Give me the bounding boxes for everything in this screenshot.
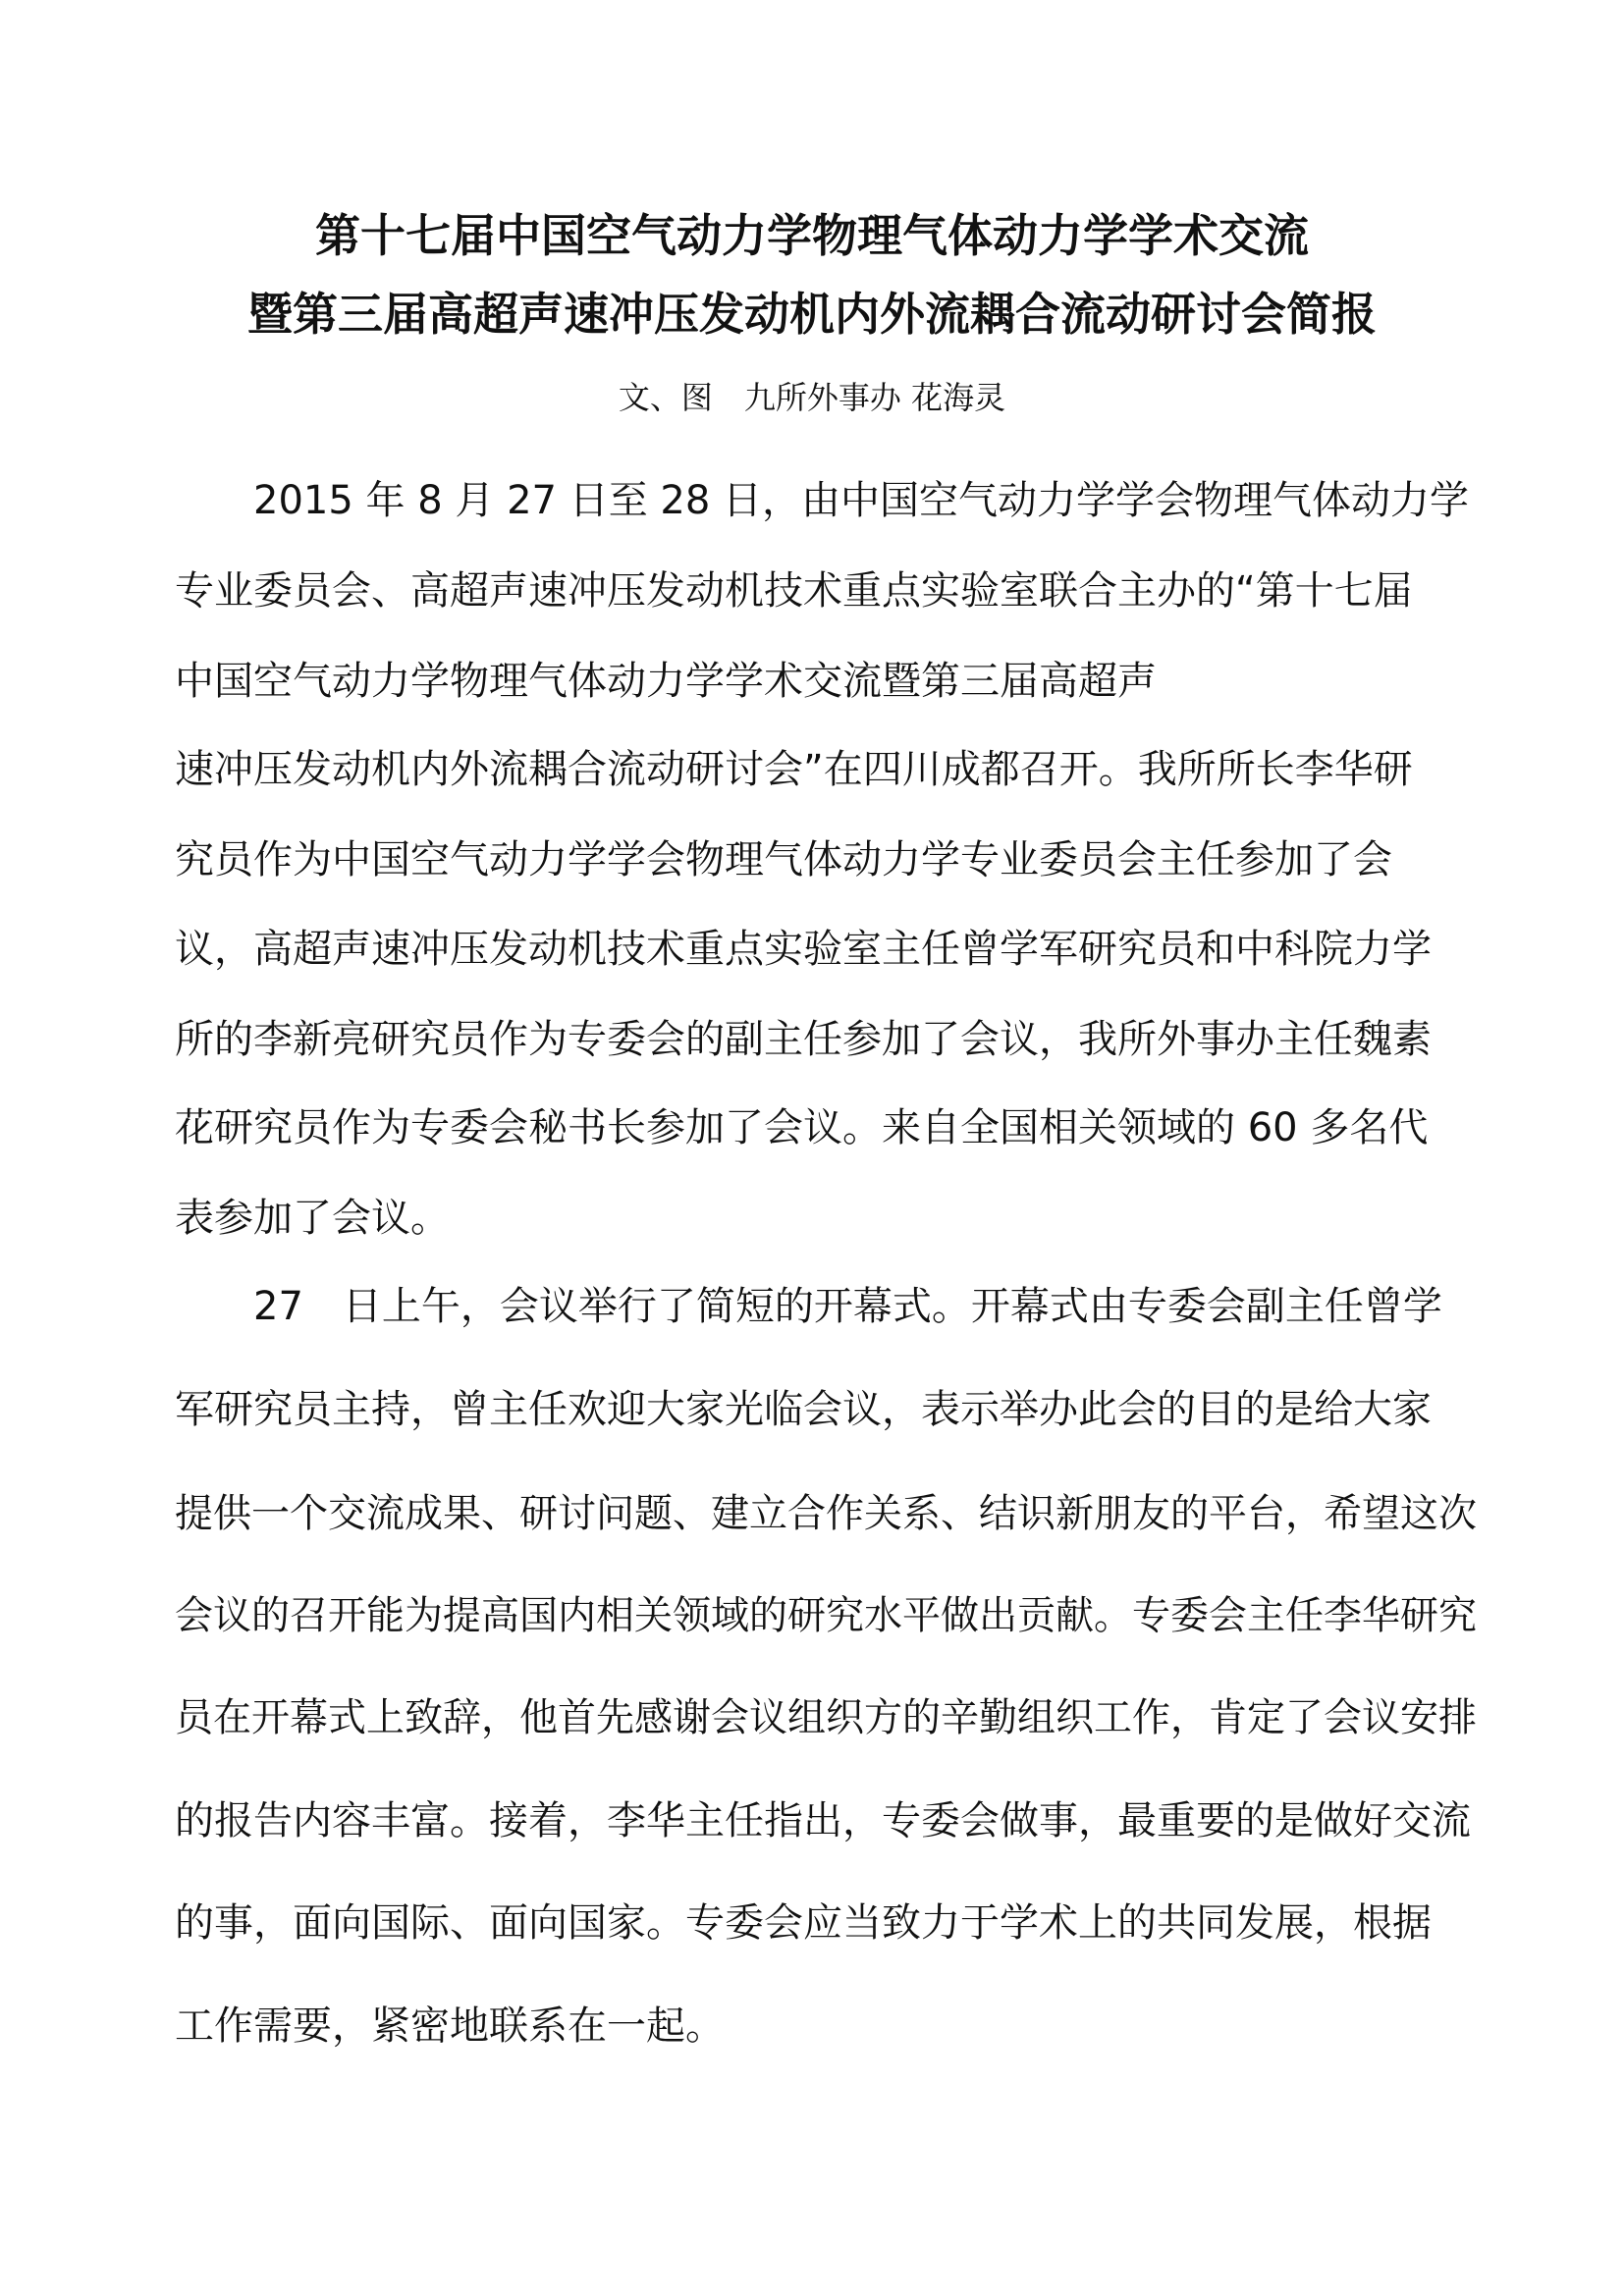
paragraph-2-line-4: 会议的召开能为提高国内相关领域的研究水平做出贡献。专委会主任李华研究 <box>175 1593 1477 1638</box>
title-line-2: 暨第三届高超声速冲压发动机内外流耦合流动研讨会简报 <box>247 288 1377 341</box>
paragraph-2-line-1: 27 日上午，会议举行了简短的开幕式。开幕式由专委会副主任曾学 <box>253 1284 1442 1329</box>
title-line-1: 第十七届中国空气动力学物理气体动力学学术交流 <box>315 209 1309 262</box>
paragraph-1-line-9: 表参加了会议。 <box>175 1196 450 1241</box>
paragraph-2-line-2: 军研究员主持，曾主任欢迎大家光临会议，表示举办此会的目的是给大家 <box>175 1387 1432 1432</box>
byline: 文、图 九所外事办 花海灵 <box>618 379 1006 416</box>
paragraph-1-line-1: 2015 年 8 月 27 日至 28 日，由中国空气动力学学会物理气体动力学 <box>253 478 1470 523</box>
paragraph-1-line-2: 专业委员会、高超声速冲压发动机技术重点实验室联合主办的“第十七届 <box>175 568 1413 614</box>
paragraph-2-line-7: 的事，面向国际、面向国家。专委会应当致力于学术上的共同发展，根据 <box>175 1900 1432 1946</box>
paragraph-2-line-8: 工作需要，紧密地联系在一起。 <box>175 2003 725 2049</box>
paragraph-2-line-3: 提供一个交流成果、研讨问题、建立合作关系、结识新朋友的平台，希望这次 <box>175 1491 1477 1536</box>
paragraph-1-line-5: 究员作为中国空气动力学学会物理气体动力学专业委员会主任参加了会 <box>175 837 1392 882</box>
paragraph-1-line-8: 花研究员作为专委会秘书长参加了会议。来自全国相关领域的 60 多名代 <box>175 1105 1429 1150</box>
paragraph-2-line-6: 的报告内容丰富。接着，李华主任指出，专委会做事，最重要的是做好交流 <box>175 1798 1471 1843</box>
paragraph-2-line-5: 员在开幕式上致辞，他首先感谢会议组织方的辛勤组织工作，肯定了会议安排 <box>175 1695 1477 1740</box>
paragraph-1-line-3: 中国空气动力学物理气体动力学学术交流暨第三届高超声 <box>175 659 1157 704</box>
paragraph-1-line-7: 所的李新亮研究员作为专委会的副主任参加了会议，我所外事办主任魏素 <box>175 1017 1432 1062</box>
paragraph-1-line-6: 议，高超声速冲压发动机技术重点实验室主任曾学军研究员和中科院力学 <box>175 927 1432 972</box>
paragraph-1-line-4: 速冲压发动机内外流耦合流动研讨会”在四川成都召开。我所所长李华研 <box>175 747 1413 792</box>
